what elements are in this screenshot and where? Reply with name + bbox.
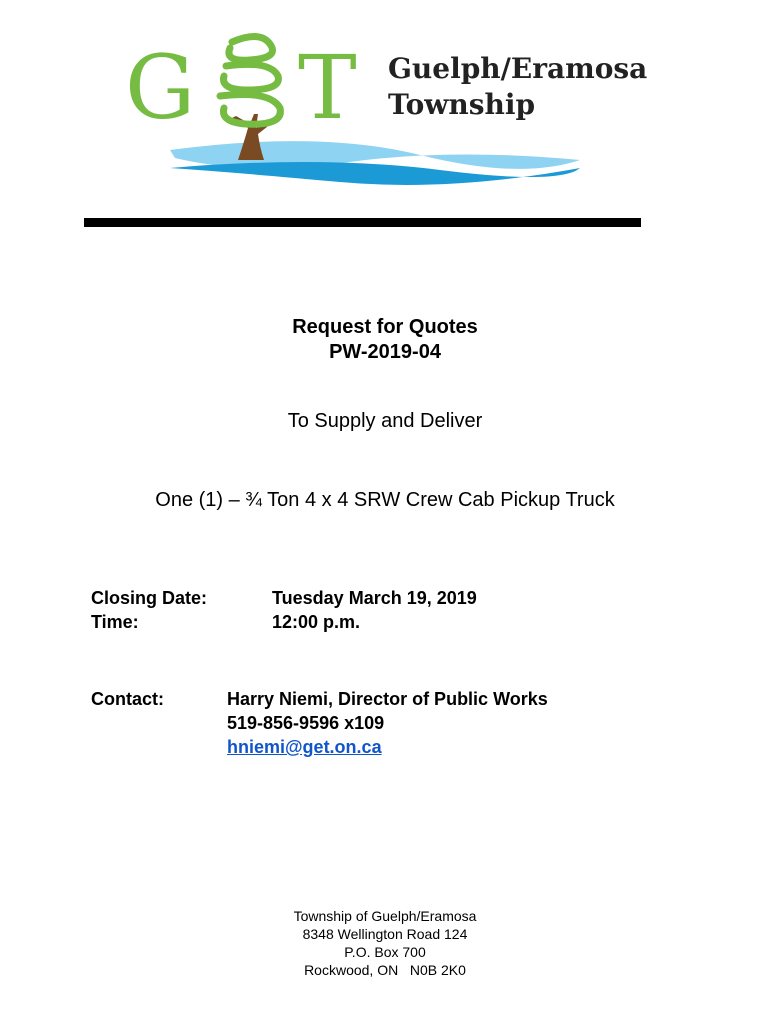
- contact-phone: 519-856-9596 x109: [227, 713, 385, 733]
- item-description: One (1) – ¾ Ton 4 x 4 SRW Crew Cab Pickup Truck: [155, 489, 615, 511]
- document-number: PW-2019-04: [329, 341, 441, 363]
- logo-letter-g: G: [125, 36, 196, 139]
- logo-name-line2: Township: [388, 88, 536, 121]
- closing-time-label: Time:: [91, 612, 139, 632]
- logo-name-line1: Guelph/Eramosa: [388, 52, 648, 85]
- document-title: Request for Quotes: [292, 316, 478, 338]
- tree-swirl-icon: [220, 36, 280, 124]
- address-line1: Township of Guelph/Eramosa: [293, 908, 477, 924]
- address-line3: P.O. Box 700: [344, 944, 426, 960]
- contact-label: Contact:: [91, 689, 164, 709]
- closing-time-value: 12:00 p.m.: [272, 612, 361, 632]
- closing-date-label: Closing Date:: [91, 588, 208, 608]
- header-divider: [84, 218, 641, 227]
- contact-email-link[interactable]: hniemi@get.on.ca: [227, 737, 382, 757]
- document-subtitle: To Supply and Deliver: [287, 410, 483, 432]
- logo-letter-t: T: [298, 36, 357, 139]
- address-line4: Rockwood, ON N0B 2K0: [304, 962, 466, 978]
- closing-date-value: Tuesday March 19, 2019: [272, 588, 477, 608]
- address-line2: 8348 Wellington Road 124: [302, 926, 468, 942]
- contact-name: Harry Niemi, Director of Public Works: [227, 689, 548, 709]
